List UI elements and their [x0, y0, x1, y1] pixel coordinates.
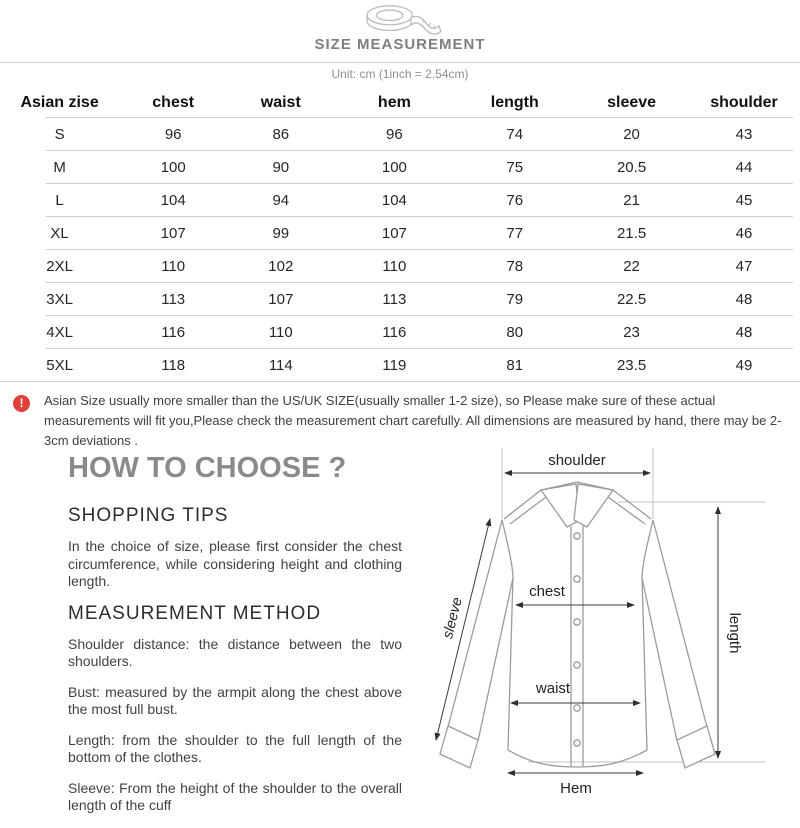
column-header-hem: hem — [377, 94, 411, 111]
table-row — [0, 184, 800, 217]
table-row — [0, 316, 800, 349]
size-label: 2XL — [46, 258, 73, 275]
cell-value: 80 — [506, 324, 524, 341]
size-label: M — [53, 159, 66, 176]
shopping-tips-heading: SHOPPING TIPS — [68, 505, 229, 526]
cell-value: 96 — [386, 126, 403, 143]
cell-value: 110 — [268, 324, 293, 341]
measurement-method-heading: MEASUREMENT METHOD — [68, 602, 322, 624]
size-label: 4XL — [46, 324, 73, 341]
cell-value: 116 — [382, 324, 407, 341]
sleeve-label: sleeve — [440, 595, 466, 641]
cell-value: 100 — [160, 159, 186, 176]
hem-label: Hem — [560, 780, 592, 797]
header-divider — [0, 62, 800, 63]
button-icons — [574, 533, 580, 746]
cell-value: 114 — [268, 357, 293, 374]
shirt-outline-icon — [440, 482, 715, 768]
size-label: S — [54, 126, 65, 143]
table-row — [0, 349, 800, 382]
cell-value: 46 — [735, 225, 753, 242]
shirt-measurement-diagram — [420, 440, 800, 800]
size-label: XL — [50, 225, 69, 242]
cell-value: 113 — [161, 291, 186, 308]
cell-value: 47 — [735, 258, 753, 275]
cell-value: 107 — [268, 291, 294, 308]
length-label: length — [726, 612, 743, 654]
table-header-row — [0, 88, 800, 118]
cell-value: 100 — [381, 159, 407, 176]
cell-value: 81 — [506, 357, 524, 374]
cell-value: 79 — [506, 291, 524, 308]
column-header-waist: waist — [260, 94, 301, 111]
cell-value: 43 — [735, 126, 753, 143]
method-shoulder-text: Shoulder distance: the distance between the two shoulders. — [68, 635, 402, 669]
cell-value: 77 — [506, 225, 524, 242]
table-row — [0, 283, 800, 316]
cell-value: 90 — [272, 159, 290, 176]
cell-value: 119 — [382, 357, 407, 374]
cell-value: 113 — [382, 291, 407, 308]
cell-value: 21.5 — [616, 225, 647, 242]
how-to-choose-section — [68, 452, 402, 828]
table-row — [0, 250, 800, 283]
column-header-sleeve: sleeve — [607, 94, 657, 111]
cell-value: 21 — [623, 192, 640, 209]
cell-value: 49 — [735, 357, 753, 374]
size-label: 3XL — [46, 291, 73, 308]
cell-value: 48 — [735, 291, 753, 308]
how-to-choose-title: HOW TO CHOOSE ? — [68, 452, 347, 484]
unit-note: Unit: cm (1inch = 2.54cm) — [331, 67, 469, 81]
size-label: 5XL — [46, 357, 73, 374]
alert-icon: ! — [13, 395, 30, 412]
cell-value: 118 — [161, 357, 186, 374]
cell-value: 94 — [272, 192, 290, 209]
cell-value: 104 — [160, 192, 186, 209]
column-header-size: Asian zise — [20, 94, 99, 111]
cell-value: 76 — [506, 192, 524, 209]
cell-value: 110 — [382, 258, 407, 275]
cell-value: 96 — [164, 126, 182, 143]
column-header-chest: chest — [152, 94, 195, 111]
shopping-tips-text: In the choice of size, please first consider the chest circumference, while considering height and clothing length. — [68, 538, 402, 589]
page-title: SIZE MEASUREMENT — [314, 36, 486, 53]
cell-value: 99 — [272, 225, 290, 242]
table-row — [0, 217, 800, 250]
cell-value: 86 — [272, 126, 290, 143]
cell-value: 78 — [506, 258, 524, 275]
method-length-text: Length: from the shoulder to the full length of the bottom of the clothes. — [68, 731, 402, 765]
table-row — [0, 118, 800, 151]
waist-label: waist — [535, 680, 571, 697]
chest-label: chest — [529, 583, 565, 600]
column-header-length: length — [490, 94, 539, 111]
cell-value: 22 — [623, 258, 640, 275]
cell-value: 110 — [161, 258, 186, 275]
method-bust-text: Bust: measured by the armpit along the chest above the most full bust. — [68, 683, 402, 717]
cell-value: 23.5 — [616, 357, 647, 374]
cell-value: 75 — [506, 159, 524, 176]
cell-value: 23 — [623, 324, 640, 341]
cell-value: 48 — [735, 324, 753, 341]
cell-value: 22.5 — [616, 291, 647, 308]
tape-measure-icon — [358, 2, 446, 38]
method-sleeve-text: Sleeve: From the height of the shoulder to the overall length of the cuff — [68, 779, 402, 813]
cell-value: 107 — [160, 225, 186, 242]
cell-value: 44 — [735, 159, 753, 176]
cell-value: 20 — [623, 126, 640, 143]
cell-value: 104 — [381, 192, 407, 209]
size-label: L — [55, 192, 64, 209]
cell-value: 74 — [506, 126, 524, 143]
cell-value: 107 — [381, 225, 407, 242]
shoulder-label: shoulder — [548, 452, 606, 469]
cell-value: 45 — [735, 192, 753, 209]
cell-value: 102 — [268, 258, 294, 275]
column-header-shoulder: shoulder — [710, 94, 778, 111]
cell-value: 116 — [161, 324, 186, 341]
table-row — [0, 151, 800, 184]
cell-value: 20.5 — [616, 159, 647, 176]
size-table — [0, 88, 800, 382]
notice-text: Asian Size usually more smaller than the US/UK SIZE(usually smaller 1-2 size), so Please make sure of these actual measurements will fit you,Please check the measurement chart carefully. All dimensions are measured by hand, there may be 2-3cm deviations . — [44, 393, 782, 448]
